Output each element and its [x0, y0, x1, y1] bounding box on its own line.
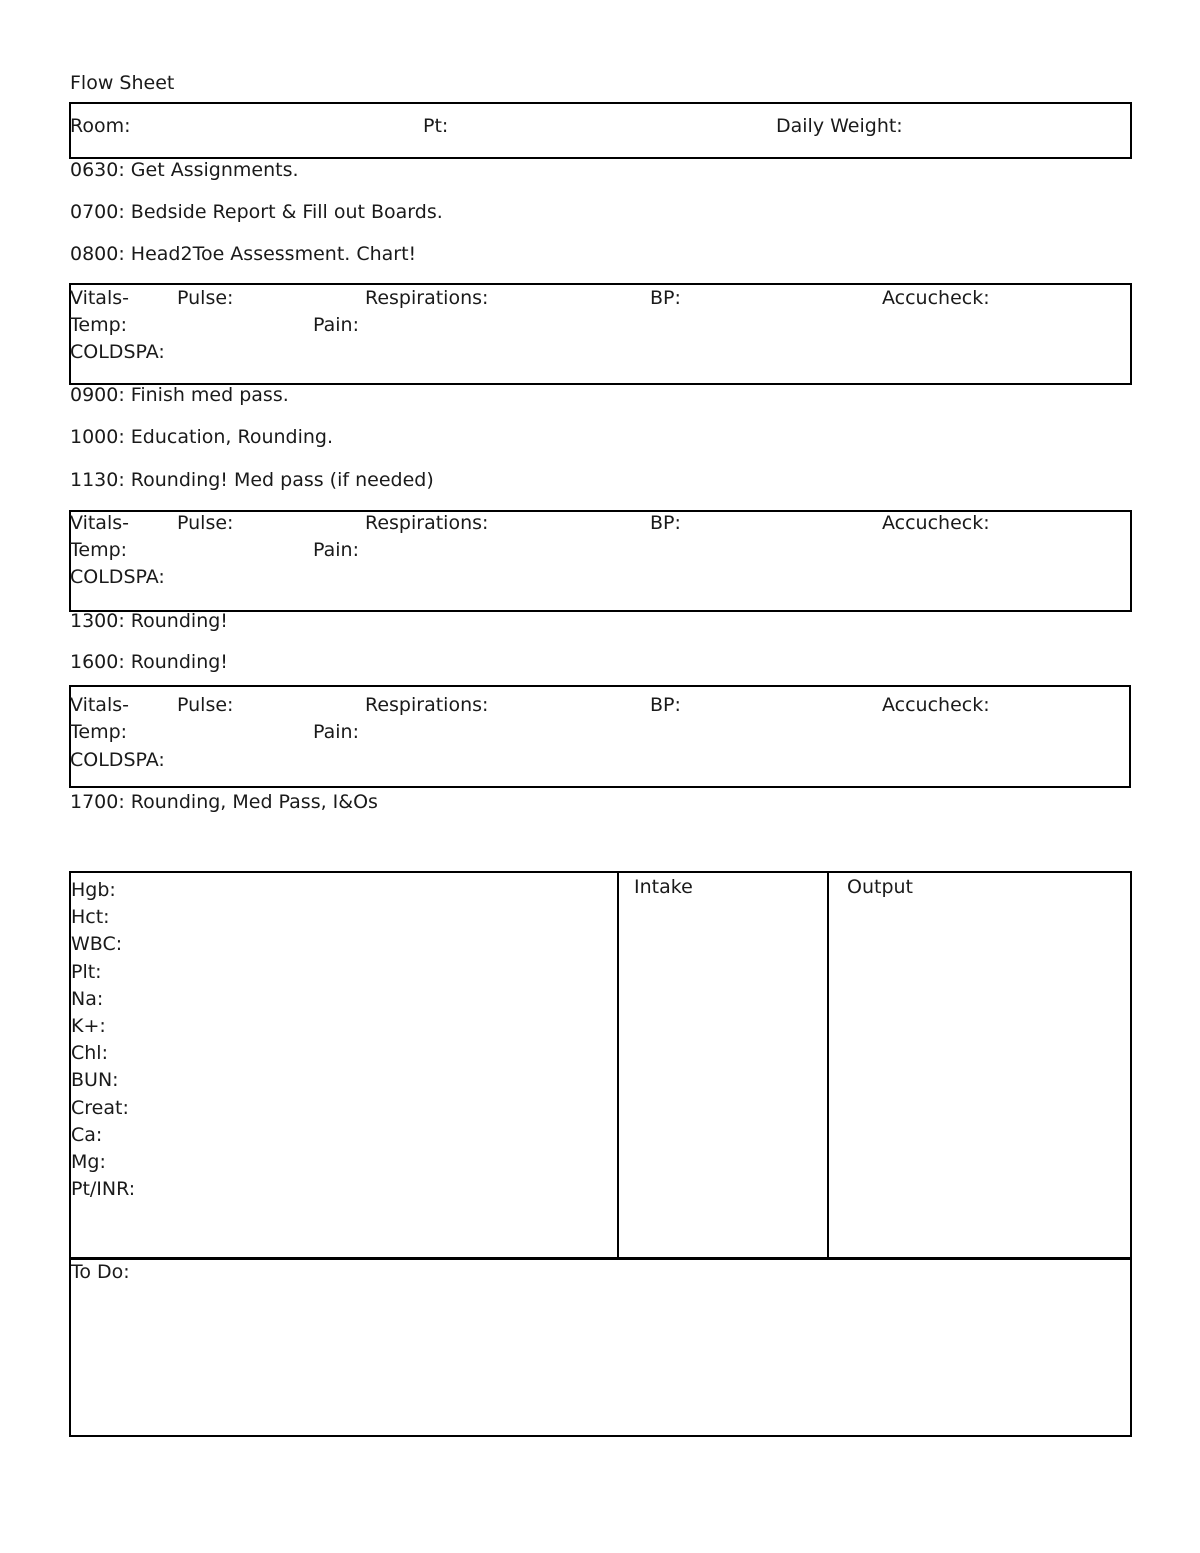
lab-item: Ca: [71, 1123, 103, 1146]
bp-label: BP: [650, 694, 681, 716]
todo-label: To Do: [71, 1261, 130, 1283]
respirations-label: Respirations: [365, 287, 489, 309]
temp-label: Temp: [70, 539, 128, 561]
coldspa-label: COLDSPA: [70, 341, 165, 363]
schedule-1600: 1600: Rounding! [70, 651, 228, 673]
pain-label: Pain: [313, 539, 359, 561]
labs-list [71, 877, 135, 1203]
lab-item: WBC: [71, 933, 123, 956]
lab-item: Mg: [71, 1151, 106, 1174]
bp-label: BP: [650, 287, 681, 309]
schedule-1300: 1300: Rounding! [70, 610, 228, 632]
pain-label: Pain: [313, 721, 359, 743]
vitals-label: Vitals- [70, 512, 129, 534]
schedule-0800: 0800: Head2Toe Assessment. Chart! [70, 243, 417, 265]
pulse-label: Pulse: [177, 694, 234, 716]
temp-label: Temp: [70, 721, 128, 743]
lab-item: BUN: [71, 1069, 119, 1092]
lab-item: Pt/INR: [71, 1178, 136, 1201]
schedule-1700: 1700: Rounding, Med Pass, I&Os [70, 791, 378, 813]
lab-item: Plt: [71, 960, 102, 983]
lab-item: K+: [71, 1015, 106, 1038]
coldspa-label: COLDSPA: [70, 749, 165, 771]
respirations-label: Respirations: [365, 694, 489, 716]
todo-divider [69, 1257, 1132, 1260]
coldspa-label: COLDSPA: [70, 566, 165, 588]
intake-label: Intake [634, 876, 693, 898]
daily-weight-label: Daily Weight: [776, 115, 903, 137]
pulse-label: Pulse: [177, 512, 234, 534]
intake-output-divider [827, 871, 829, 1260]
page-title: Flow Sheet [70, 72, 175, 94]
lab-item: Creat: [71, 1096, 129, 1119]
lab-item: Hgb: [71, 879, 116, 901]
schedule-0630: 0630: Get Assignments. [70, 159, 299, 181]
schedule-0900: 0900: Finish med pass. [70, 384, 289, 406]
pulse-label: Pulse: [177, 287, 234, 309]
room-label: Room: [70, 115, 131, 137]
schedule-1000: 1000: Education, Rounding. [70, 426, 334, 448]
bp-label: BP: [650, 512, 681, 534]
pain-label: Pain: [313, 314, 359, 336]
temp-label: Temp: [70, 314, 128, 336]
accucheck-label: Accucheck: [882, 694, 990, 716]
schedule-0700: 0700: Bedside Report & Fill out Boards. [70, 201, 443, 223]
accucheck-label: Accucheck: [882, 287, 990, 309]
lab-item: Hct: [71, 906, 110, 929]
output-label: Output [847, 876, 913, 898]
labs-intake-divider [617, 871, 619, 1260]
lab-item: Chl: [71, 1042, 108, 1065]
accucheck-label: Accucheck: [882, 512, 990, 534]
respirations-label: Respirations: [365, 512, 489, 534]
header-box [69, 102, 1132, 159]
labs-io-todo-box [69, 871, 1132, 1437]
vitals-label: Vitals- [70, 694, 129, 716]
schedule-1130: 1130: Rounding! Med pass (if needed) [70, 469, 434, 491]
vitals-label: Vitals- [70, 287, 129, 309]
lab-item: Na: [71, 987, 104, 1010]
pt-label: Pt: [423, 115, 449, 137]
